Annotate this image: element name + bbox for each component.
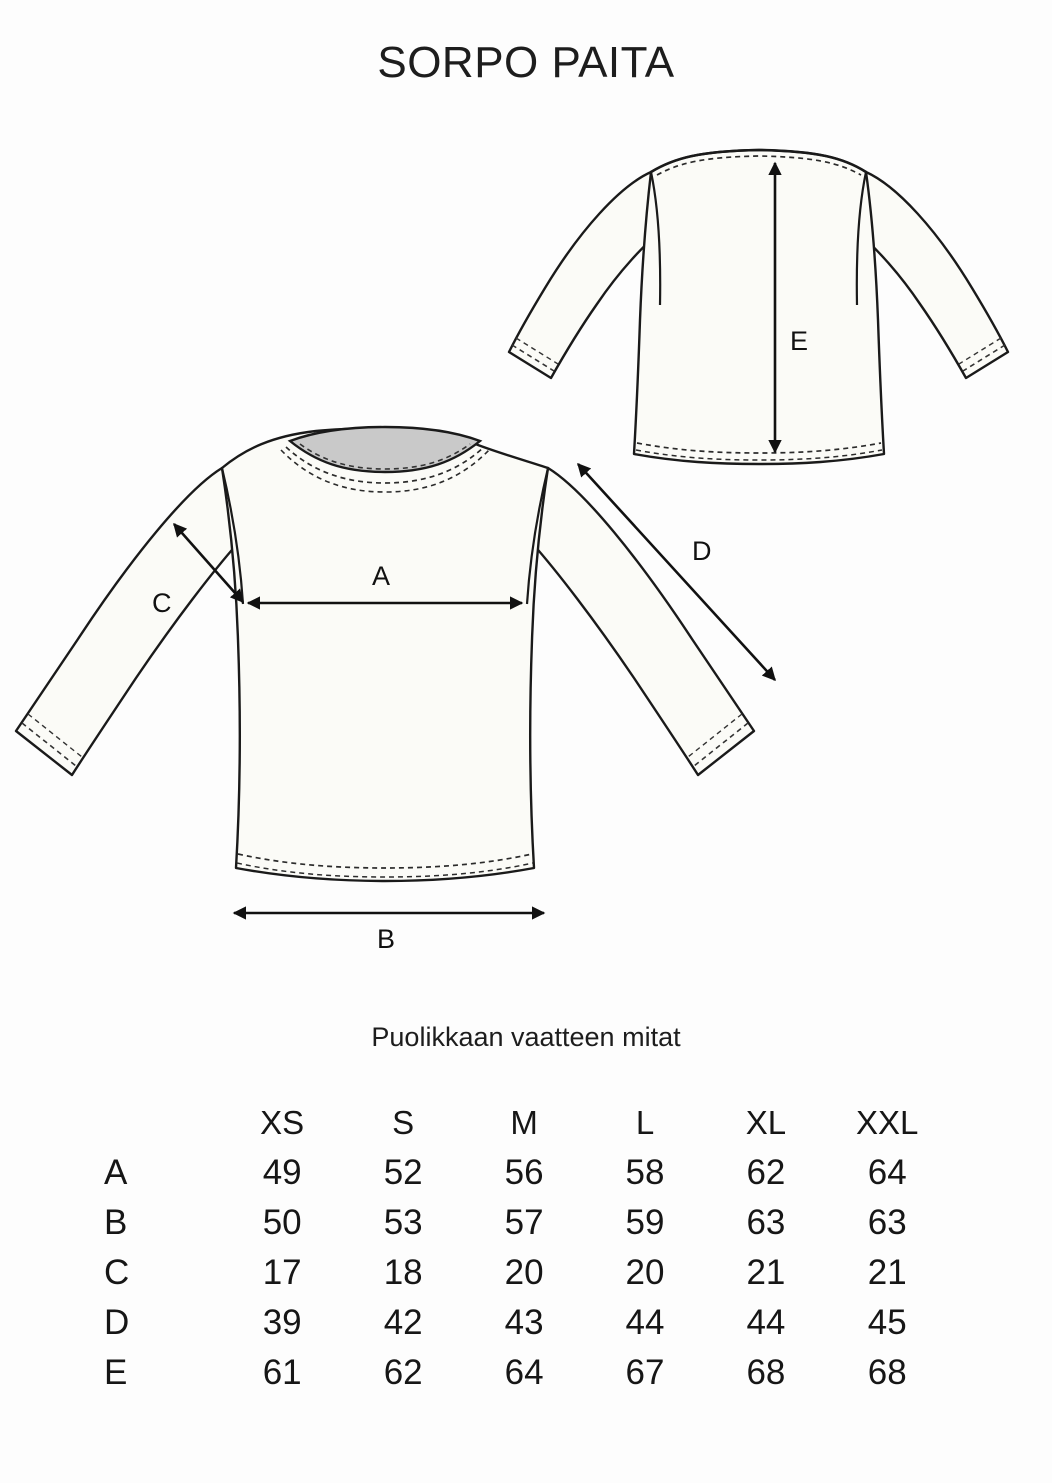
size-chart-body — [88, 1148, 948, 1398]
cell-b-l: 59 — [625, 1203, 665, 1242]
cell-c-m: 20 — [504, 1253, 544, 1292]
size-column-s: S — [392, 1104, 415, 1141]
cell-e-m: 64 — [504, 1353, 544, 1392]
measurement-label-c: C — [152, 588, 172, 618]
row-label-c: C — [104, 1253, 130, 1292]
cell-d-m: 43 — [504, 1303, 544, 1342]
measurement-label-b: B — [377, 924, 396, 954]
cell-a-s: 52 — [383, 1153, 423, 1192]
cell-e-xxl: 68 — [867, 1353, 907, 1392]
size-chart-table — [88, 1098, 948, 1398]
table-row — [88, 1348, 948, 1398]
row-label-header — [88, 1098, 222, 1148]
measurement-label-a: A — [372, 561, 391, 591]
table-row — [88, 1248, 948, 1298]
front-left-sleeve — [16, 468, 238, 775]
cell-d-s: 42 — [383, 1303, 423, 1342]
cell-c-l: 20 — [625, 1253, 665, 1292]
cell-a-xs: 49 — [262, 1153, 302, 1192]
table-row — [88, 1298, 948, 1348]
cell-e-s: 62 — [383, 1353, 423, 1392]
table-row — [88, 1198, 948, 1248]
cell-d-xxl: 45 — [867, 1303, 907, 1342]
measurement-label-e: E — [790, 326, 809, 356]
table-header-row — [88, 1098, 948, 1148]
front-body — [222, 428, 548, 881]
back-body — [634, 150, 884, 464]
cell-c-xs: 17 — [262, 1253, 302, 1292]
cell-b-xs: 50 — [262, 1203, 302, 1242]
size-column-m: M — [510, 1104, 538, 1141]
cell-e-l: 67 — [625, 1353, 665, 1392]
cell-a-m: 56 — [504, 1153, 544, 1192]
cell-b-m: 57 — [504, 1203, 544, 1242]
table-row — [88, 1148, 948, 1198]
row-label-a: A — [104, 1153, 128, 1192]
size-chart-header — [88, 1098, 948, 1148]
cell-d-xl: 44 — [746, 1303, 786, 1342]
size-column-xxl: XXL — [856, 1104, 919, 1141]
cell-b-xl: 63 — [746, 1203, 786, 1242]
measurement-label-d: D — [692, 536, 712, 566]
cell-b-s: 53 — [383, 1203, 423, 1242]
cell-a-l: 58 — [625, 1153, 665, 1192]
size-column-xs: XS — [260, 1104, 305, 1141]
size-column-xl: XL — [745, 1104, 787, 1141]
cell-a-xxl: 64 — [867, 1153, 907, 1192]
size-column-l: L — [635, 1104, 655, 1141]
measurements-subtitle: Puolikkaan vaatteen mitat — [371, 1022, 681, 1052]
row-label-e: E — [104, 1353, 128, 1392]
cell-d-l: 44 — [625, 1303, 665, 1342]
row-label-b: B — [104, 1203, 128, 1242]
cell-e-xs: 61 — [262, 1353, 302, 1392]
back-view-garment — [509, 150, 1008, 464]
cell-e-xl: 68 — [746, 1353, 786, 1392]
front-view-garment — [16, 427, 775, 954]
page-title: SORPO PAITA — [377, 38, 675, 87]
cell-d-xs: 39 — [262, 1303, 302, 1342]
cell-c-xl: 21 — [746, 1253, 786, 1292]
cell-a-xl: 62 — [746, 1153, 786, 1192]
cell-c-xxl: 21 — [867, 1253, 907, 1292]
row-label-d: D — [104, 1303, 130, 1342]
cell-b-xxl: 63 — [867, 1203, 907, 1242]
cell-c-s: 18 — [383, 1253, 423, 1292]
